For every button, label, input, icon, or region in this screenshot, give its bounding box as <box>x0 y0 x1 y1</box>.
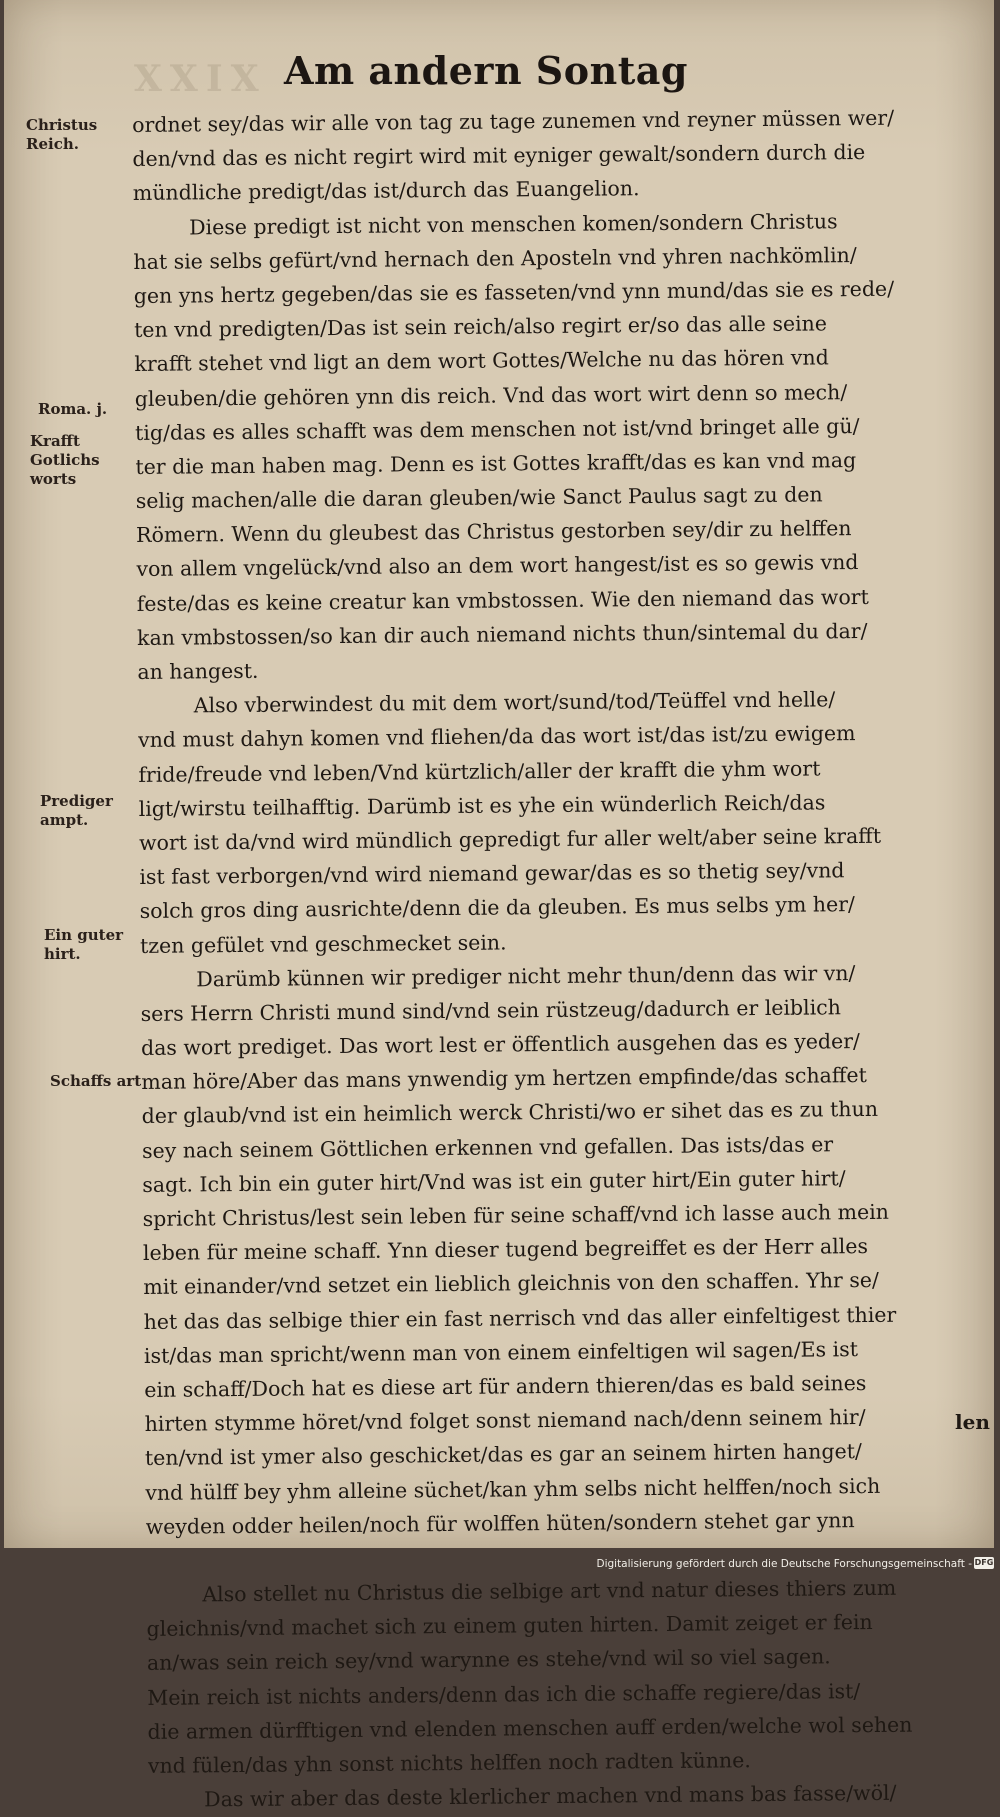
text-line: het das das selbige thier ein fast nerrisch vnd das aller einfeltigest thier <box>143 1302 897 1334</box>
text-line: Mein reich ist nichts anders/denn das ich die schaffe regiere/das ist/ <box>147 1678 861 1710</box>
text-line: mündliche predigt/das ist/durch das Euangelion. <box>132 176 640 206</box>
text-line: ein schaff/Doch hat es diese art für andern thieren/das es bald seines <box>144 1370 867 1402</box>
text-line: tig/das es alles schafft was dem menschen not ist/vnd bringet alle gü/ <box>135 413 860 445</box>
funding-credit: Digitalisierung gefördert durch die Deutsche Forschungsgemeinschaft - <box>596 1558 972 1570</box>
text-line: Römern. Wenn du gleubest das Christus gestorben sey/dir zu helffen <box>135 516 852 548</box>
text-line: sagt. Ich bin ein guter hirt/Vnd was ist ein guter hirt/Ein guter hirt/ <box>142 1166 846 1197</box>
marginal-note-guter-hirt: Ein guter hirt. <box>44 926 124 963</box>
text-line: ist fast verborgen/vnd wird niemand gewar/das es so thetig sey/vnd <box>139 858 845 890</box>
text-line: das wort prediget. Das wort lest er öffentlich ausgehen das es yeder/ <box>140 1029 861 1061</box>
text-line: gen yns hertz gegeben/das sie es fasseten/vnd ynn mund/das sie es rede/ <box>133 276 895 308</box>
text-line: man höre/Aber das mans ynwendig ym hertzen empfinde/das schaffet <box>141 1063 867 1095</box>
catchword: len <box>955 1410 990 1434</box>
text-line: fride/freude vnd leben/Vnd kürtzlich/aller der krafft die yhm wort <box>138 755 821 787</box>
text-line: weyden odder heilen/noch für wolffen hüten/sondern stehet gar ynn <box>145 1507 855 1539</box>
marginal-note-schaffs-art: Schaffs art <box>50 1072 142 1090</box>
marginal-note-christus-reich: Christus Reich. <box>26 116 98 153</box>
text-line: ist/das man spricht/wenn man von einem einfeltigen wil sagen/Es ist <box>143 1336 859 1368</box>
text-line: gleuben/die gehören ynn dis reich. Vnd das wort wirt denn so mech/ <box>134 379 848 411</box>
marginal-note-prediger: Prediger ampt. <box>40 792 113 829</box>
bleed-through-folio: XXIX <box>134 58 267 100</box>
text-line: vnd must dahyn komen vnd fliehen/da das wort ist/das ist/zu ewigem <box>137 721 856 753</box>
text-line: tzen gefület vnd geschmecket sein. <box>139 929 507 958</box>
text-line: von allem vngelück/vnd also an dem wort hangest/ist es so gewis vnd <box>136 550 859 582</box>
text-line: selig machen/alle die daran gleuben/wie Sanct Paulus sagt zu den <box>135 482 823 514</box>
text-line: Also vberwindest du mit dem wort/sund/tod/Teüffel vnd helle/ <box>193 687 836 718</box>
text-line: vnd hülff bey yhm alleine süchet/kan yhm selbs nicht helffen/noch sich <box>145 1473 881 1505</box>
text-line: mit einander/vnd setzet ein lieblich gleichnis von den schaffen. Yhr se/ <box>143 1268 879 1300</box>
text-line: hirten stymme höret/vnd folget sonst niemand nach/denn seinem hir/ <box>144 1405 866 1437</box>
text-line: ter die man haben mag. Denn es ist Gottes krafft/das es kan vnd mag <box>135 447 857 479</box>
marginal-note-roma: Roma. j. <box>38 400 108 418</box>
text-line: leben für meine schaff. Ynn dieser tugend begreiffet es der Herr alles <box>142 1234 869 1266</box>
text-line: Also stellet nu Christus die selbige art vnd natur dieses thiers zum <box>202 1575 897 1607</box>
text-line: an hangest. <box>137 658 259 684</box>
text-line: sey nach seinem Göttlichen erkennen vnd gefallen. Das ists/das er <box>141 1131 834 1163</box>
text-line: die armen dürfftigen vnd elenden menschen auff erden/welche wol sehen <box>147 1712 913 1744</box>
text-line: ten vnd predigten/Das ist sein reich/also regirt er/so das alle seine <box>134 311 828 343</box>
running-header: Am andern Sontag <box>284 48 688 93</box>
text-line: spricht Christus/lest sein leben für seine schaff/vnd ich lasse auch mein <box>142 1199 890 1231</box>
text-line: wort ist da/vnd wird mündlich gepredigt fur aller welt/aber seine krafft <box>138 823 882 855</box>
text-line: ordnet sey/das wir alle von tag zu tage zunemen vnd reyner müssen wer/ <box>132 105 895 137</box>
text-line: den/vnd das es nicht regirt wird mit eyniger gewalt/sondern durch die <box>132 140 866 172</box>
text-line: kan vmbstossen/so kan dir auch niemand nichts thun/sintemal du dar/ <box>136 618 868 650</box>
text-line: Das wir aber das deste klerlicher machen vnd mans bas fasse/wöl/ <box>204 1780 897 1812</box>
dfg-logo-icon: DFG <box>974 1558 994 1567</box>
text-line: krafft stehet vnd ligt an dem wort Gottes/Welche nu das hören vnd <box>134 345 829 377</box>
text-line: solch gros ding ausrichte/denn die da gleuben. Es mus selbs ym her/ <box>139 892 855 924</box>
text-line: feste/das es keine creatur kan vmbstossen. Wie den niemand das wort <box>136 584 869 616</box>
text-line: Darümb künnen wir prediger nicht mehr thun/denn das wir vn/ <box>196 960 856 992</box>
text-line: ten/vnd ist ymer also geschicket/das es gar an seinem hirten hanget/ <box>144 1439 862 1471</box>
text-line: hat sie selbs gefürt/vnd hernach den Aposteln vnd yhren nachkömlin/ <box>133 242 857 274</box>
text-line: an/was sein reich sey/vnd warynne es stehe/vnd wil so viel sagen. <box>146 1644 831 1676</box>
text-line: ligt/wirstu teilhafftig. Darümb ist es yhe ein wünderlich Reich/das <box>138 790 826 821</box>
marginal-note-krafft: Krafft Gotlichs worts <box>30 432 100 488</box>
text-line: sers Herrn Christi mund sind/vnd sein rüstzeug/dadurch er leiblich <box>140 995 842 1026</box>
text-line: Diese predigt ist nicht von menschen komen/sondern Christus <box>189 208 838 240</box>
text-line: gleichnis/vnd machet sich zu einem guten hirten. Damit zeiget er fein <box>146 1610 873 1642</box>
text-line: der glaub/vnd ist ein heimlich werck Christi/wo er sihet das es zu thun <box>141 1097 879 1129</box>
text-line: vnd fülen/das yhn sonst nichts helffen noch radten künne. <box>147 1748 751 1778</box>
